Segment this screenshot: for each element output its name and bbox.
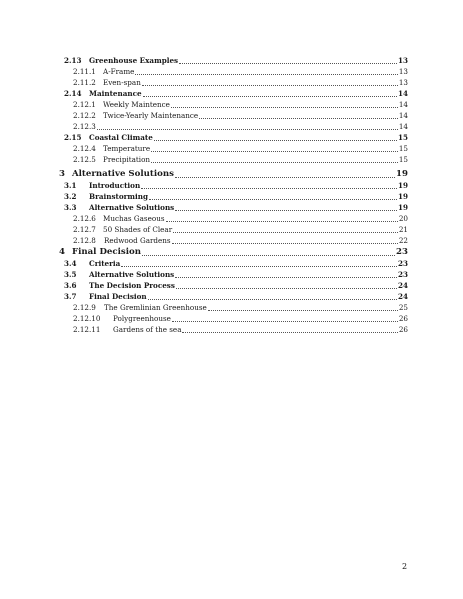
toc-entry[interactable]: [0, 280, 463, 291]
toc-entry-page: 23: [397, 270, 408, 279]
toc-dot-leader: [151, 162, 398, 163]
toc-entry[interactable]: [0, 224, 463, 235]
toc-entry[interactable]: [0, 121, 463, 132]
toc-entry[interactable]: [0, 191, 463, 202]
toc-dot-leader: [149, 199, 397, 200]
toc-entry-page: 15: [397, 133, 408, 142]
toc-entry-number: 2.12.4: [73, 144, 96, 153]
toc-entry[interactable]: [0, 258, 463, 269]
toc-entry-number: 3.6: [64, 281, 77, 290]
toc-entry-number: 2.14: [64, 89, 82, 98]
toc-entry-page: 14: [397, 89, 408, 98]
toc-entry-title: Alternative Solutions: [89, 203, 175, 212]
toc-entry-title: Redwood Gardens: [104, 236, 171, 245]
toc-dot-leader: [143, 96, 397, 97]
toc-entry-page: 20: [398, 214, 408, 223]
toc-entry-page: 19: [397, 192, 408, 201]
toc-entry-number: 2.11.1: [73, 67, 96, 76]
toc-entry-title: The Gremlinian Greenhouse: [104, 303, 207, 312]
toc-entry-title: Precipitation: [103, 155, 151, 164]
toc-entry[interactable]: [0, 55, 463, 66]
toc-entry[interactable]: [0, 213, 463, 224]
toc-dot-leader: [172, 321, 398, 322]
toc-entry-title: Muchas Gaseous: [103, 214, 165, 223]
toc-entry-page: 15: [398, 144, 408, 153]
toc-entry-number: 3.7: [64, 292, 77, 301]
toc-dot-leader: [172, 243, 398, 244]
toc-entry-page: 26: [398, 314, 408, 323]
toc-dot-leader: [175, 277, 397, 278]
toc-entry[interactable]: [0, 77, 463, 88]
toc-entry-title: Greenhouse Examples: [89, 56, 179, 65]
toc-entry-title: Temperature: [103, 144, 151, 153]
toc-entry-title: Polygreenhouse: [113, 314, 171, 323]
toc-dot-leader: [121, 266, 397, 267]
toc-dot-leader: [182, 332, 398, 333]
toc-dot-leader: [199, 118, 398, 119]
toc-entry-number: 2.12.7: [73, 225, 96, 234]
toc-entry-page: 13: [398, 78, 408, 87]
toc-entry-page: 23: [397, 259, 408, 268]
toc-entry-number: 2.12.3: [73, 122, 96, 131]
toc-entry[interactable]: [0, 154, 463, 165]
toc-entry-title: Coastal Climate: [89, 133, 153, 142]
toc-entry-page: 26: [398, 325, 408, 334]
toc-entry-number: 3.2: [64, 192, 77, 201]
toc-entry-title: Gardens of the sea: [113, 325, 182, 334]
toc-entry-page: 24: [397, 292, 408, 301]
toc-dot-leader: [142, 85, 398, 86]
toc-entry-page: 23: [396, 247, 408, 257]
toc-entry-page: 19: [397, 181, 408, 190]
toc-entry-page: 14: [398, 100, 408, 109]
toc-dot-leader: [142, 255, 395, 256]
toc-entry-page: 22: [398, 236, 408, 245]
toc-entry-title: Maintenance: [89, 89, 142, 98]
toc-dot-leader: [173, 232, 398, 233]
toc-entry[interactable]: [0, 202, 463, 213]
toc-entry-page: 13: [397, 56, 408, 65]
toc-entry-title: Final Decision: [89, 292, 147, 301]
toc-entry-title: A-Frame: [103, 67, 135, 76]
toc-entry[interactable]: [0, 313, 463, 324]
toc-entry[interactable]: [0, 99, 463, 110]
toc-entry-number: 3: [59, 169, 65, 179]
toc-entry[interactable]: [0, 247, 463, 258]
toc-entry-number: 2.12.11: [73, 325, 101, 334]
toc-entry-title: The Decision Process: [89, 281, 175, 290]
toc-entry[interactable]: [0, 302, 463, 313]
toc-dot-leader: [179, 63, 397, 64]
toc-entry-page: 15: [398, 155, 408, 164]
toc-dot-leader: [148, 299, 397, 300]
toc-entry-number: 2.12.5: [73, 155, 96, 164]
toc-dot-leader: [208, 310, 398, 311]
toc-entry-page: 19: [397, 203, 408, 212]
toc-entry[interactable]: [0, 143, 463, 154]
toc-entry-title: Alternative Solutions: [89, 270, 175, 279]
toc-entry[interactable]: [0, 269, 463, 280]
toc-entry-title: 50 Shades of Clear: [103, 225, 173, 234]
toc-entry-title: Alternative Solutions: [72, 169, 174, 179]
toc-entry[interactable]: [0, 132, 463, 143]
toc-entry-number: 3.1: [64, 181, 77, 190]
toc-entry-title: Final Decision: [72, 247, 141, 257]
toc-entry-number: 3.3: [64, 203, 77, 212]
page-number: 2: [402, 562, 408, 571]
toc-entry-page: 19: [396, 169, 408, 179]
toc-entry-number: 2.12.1: [73, 100, 96, 109]
toc-entry-number: 2.12.6: [73, 214, 96, 223]
toc-dot-leader: [97, 129, 398, 130]
toc-entry[interactable]: [0, 110, 463, 121]
toc-entry-number: 2.12.2: [73, 111, 96, 120]
toc-entry[interactable]: [0, 169, 463, 180]
toc-entry-page: 13: [398, 67, 408, 76]
toc-dot-leader: [171, 107, 398, 108]
toc-entry-title: Even-span: [103, 78, 141, 87]
toc-entry-number: 2.12.10: [73, 314, 101, 323]
toc-dot-leader: [151, 151, 398, 152]
toc-entry-title: Criteria: [89, 259, 121, 268]
toc-entry-number: 2.15: [64, 133, 82, 142]
toc-dot-leader: [175, 177, 395, 178]
toc-dot-leader: [166, 221, 398, 222]
toc-entry-page: 24: [397, 281, 408, 290]
toc-entry-title: Weekly Maintence: [103, 100, 170, 109]
toc-entry[interactable]: [0, 324, 463, 335]
toc-entry-page: 21: [398, 225, 408, 234]
toc-entry-number: 3.4: [64, 259, 77, 268]
toc-dot-leader: [175, 210, 397, 211]
toc-entry[interactable]: [0, 88, 463, 99]
toc-entry-page: 25: [398, 303, 408, 312]
toc-entry[interactable]: [0, 235, 463, 246]
toc-entry[interactable]: [0, 180, 463, 191]
toc-entry-number: 2.11.2: [73, 78, 96, 87]
toc-entry-title: Twice-Yearly Maintenance: [103, 111, 199, 120]
toc-entry-number: 2.12.9: [73, 303, 96, 312]
toc-entry-title: Brainstorming: [89, 192, 149, 201]
toc-entry-page: 14: [398, 122, 408, 131]
toc-entry[interactable]: [0, 66, 463, 77]
toc-entry-title: Introduction: [89, 181, 141, 190]
toc-dot-leader: [141, 188, 397, 189]
toc-entry-number: 2.13: [64, 56, 82, 65]
toc-entry-number: 3.5: [64, 270, 77, 279]
toc-dot-leader: [135, 74, 398, 75]
toc-entry-number: 4: [59, 247, 65, 257]
toc-entry-page: 14: [398, 111, 408, 120]
toc-entry[interactable]: [0, 291, 463, 302]
toc-entry-number: 2.12.8: [73, 236, 96, 245]
toc-dot-leader: [154, 140, 397, 141]
toc-dot-leader: [176, 288, 397, 289]
